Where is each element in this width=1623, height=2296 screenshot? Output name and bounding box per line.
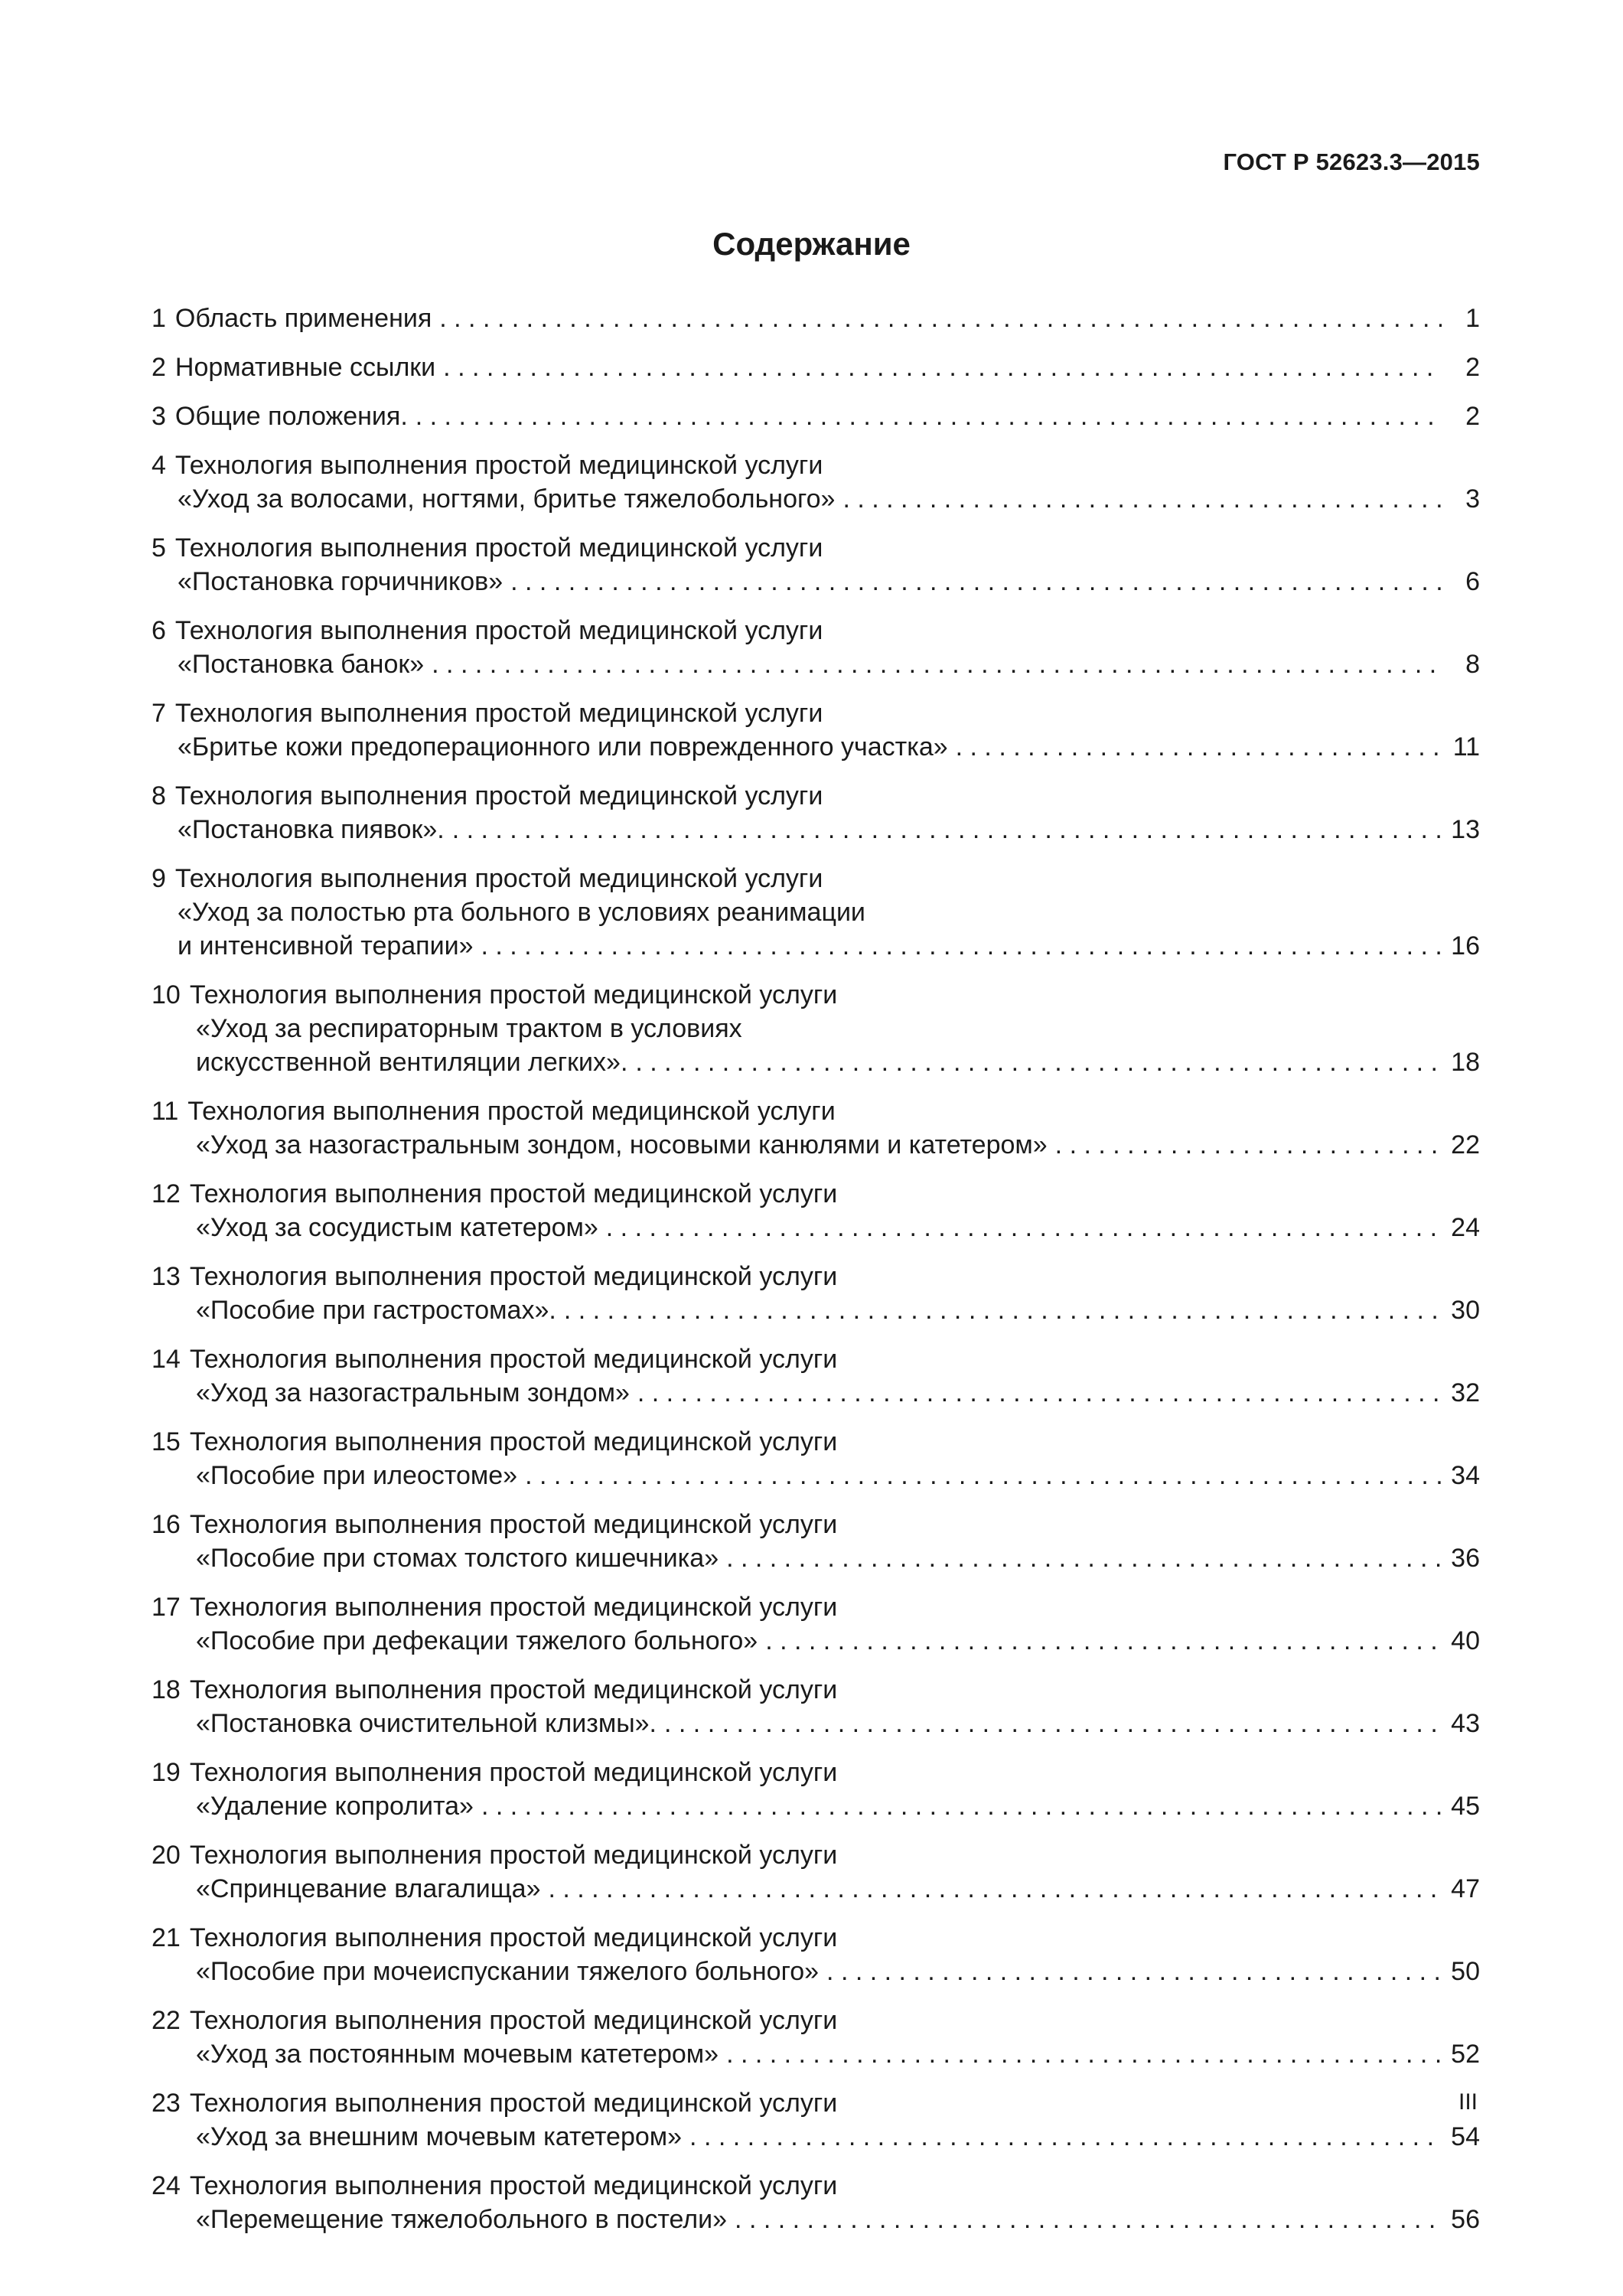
dot-leader	[525, 1459, 1442, 1492]
toc-entry-page: 50	[1451, 1957, 1480, 1986]
toc-entry-text: Общие положения.	[174, 402, 408, 431]
toc-line	[152, 1707, 1480, 1740]
toc-entry-text: Область применения	[174, 304, 432, 333]
toc-entry[interactable]	[152, 2086, 1480, 2154]
toc-line	[152, 895, 1480, 929]
toc-entry-text: Технология выполнения простой медицинской услуги	[174, 699, 823, 728]
toc-entry-text: «Пособие при дефекации тяжелого больного»	[196, 1626, 758, 1655]
toc-entry-number: 12	[152, 1179, 181, 1208]
toc-entry-page: 34	[1451, 1461, 1480, 1490]
toc-entry-text: Технология выполнения простой медицинской услуги	[189, 1427, 838, 1456]
toc-entry-text: Технология выполнения простой медицинской услуги	[189, 1262, 838, 1291]
toc-entry-text: Технология выполнения простой медицинской услуги	[174, 451, 823, 480]
toc-line	[152, 1211, 1480, 1244]
toc-entry-text: и интенсивной терапии»	[178, 931, 474, 960]
toc-line	[152, 1094, 1480, 1128]
toc-entry-text: «Уход за постоянным мочевым катетером»	[196, 2040, 719, 2069]
toc-entry-text: Технология выполнения простой медицинской услуги	[187, 1097, 836, 1126]
toc-entry-text: «Уход за волосами, ногтями, бритье тяжелобольного»	[178, 484, 836, 514]
toc-entry-text: «Уход за назогастральным зондом»	[196, 1378, 630, 1407]
toc-entry-page: 11	[1452, 732, 1480, 762]
toc-entry[interactable]	[152, 1756, 1480, 1823]
toc-entry-text: «Уход за внешним мочевым катетером»	[196, 2122, 683, 2151]
toc-entry[interactable]	[152, 1921, 1480, 1988]
dot-leader	[432, 647, 1442, 681]
toc-entry[interactable]	[152, 351, 1480, 384]
toc-entry-number: 20	[152, 1841, 181, 1870]
toc-entry-text: искусственной вентиляции легких».	[196, 1048, 628, 1077]
toc-entry-page: 43	[1451, 1709, 1480, 1738]
toc-entry[interactable]	[152, 1342, 1480, 1410]
toc-line	[152, 1293, 1480, 1327]
toc-line	[152, 1789, 1480, 1823]
toc-entry-page: 22	[1451, 1130, 1480, 1159]
toc-entry[interactable]	[152, 1177, 1480, 1244]
dot-leader	[439, 302, 1442, 335]
toc-entry[interactable]	[152, 448, 1480, 516]
toc-entry-page: 18	[1451, 1048, 1480, 1077]
toc-line	[152, 565, 1480, 598]
toc-line	[152, 2120, 1480, 2154]
toc-line	[152, 302, 1480, 335]
toc-line	[152, 2004, 1480, 2037]
toc-line	[152, 2037, 1480, 2071]
toc-title: Содержание	[712, 226, 911, 262]
toc-entry-number: 2	[152, 353, 166, 382]
toc-entry-text: «Пособие при мочеиспускании тяжелого больного»	[196, 1957, 820, 1986]
toc-entry-text: «Уход за полостью рта больного в условиях реанимации	[178, 898, 865, 927]
toc-line	[152, 351, 1480, 384]
toc-entry-page: 47	[1451, 1874, 1480, 1903]
toc-entry[interactable]	[152, 862, 1480, 963]
dot-leader	[726, 1541, 1442, 1575]
toc-entry[interactable]	[152, 2004, 1480, 2071]
toc-line	[152, 1756, 1480, 1789]
dot-leader	[635, 1045, 1442, 1079]
toc-entry[interactable]	[152, 1094, 1480, 1162]
toc-entry-number: 24	[152, 2171, 181, 2200]
toc-entry-text: «Спринцевание влагалища»	[196, 1874, 541, 1903]
toc-entry[interactable]	[152, 978, 1480, 1079]
toc-line	[152, 1673, 1480, 1707]
toc-entry-number: 7	[152, 699, 166, 728]
toc-entry-page: 6	[1465, 567, 1480, 596]
toc-entry-number: 9	[152, 864, 166, 893]
toc-entry-text: «Пособие при стомах толстого кишечника»	[196, 1544, 719, 1573]
dot-leader	[443, 351, 1442, 384]
toc-entry-number: 3	[152, 402, 166, 431]
toc-entry-text: Технология выполнения простой медицинской услуги	[174, 616, 823, 645]
toc-entry-number: 8	[152, 781, 166, 810]
dot-leader	[765, 1624, 1442, 1658]
toc-line	[152, 1128, 1480, 1162]
toc-entry-page: 32	[1451, 1378, 1480, 1407]
toc-entry-text: Технология выполнения простой медицинской услуги	[189, 1841, 838, 1870]
toc-line	[152, 1045, 1480, 1079]
toc-entry-text: Технология выполнения простой медицинской услуги	[189, 1345, 838, 1374]
dot-leader	[956, 730, 1442, 764]
toc-entry-number: 10	[152, 980, 181, 1009]
toc-entry-number: 1	[152, 304, 166, 333]
toc-entry-text: «Удаление копролита»	[196, 1792, 474, 1821]
toc-entry-page: 13	[1451, 815, 1480, 844]
page-number: III	[1458, 2089, 1478, 2115]
toc-entry[interactable]	[152, 1425, 1480, 1492]
toc-entry-number: 5	[152, 533, 166, 563]
toc-entry[interactable]	[152, 614, 1480, 681]
toc-entry-number: 17	[152, 1593, 181, 1622]
document-code: ГОСТ Р 52623.3—2015	[1223, 148, 1480, 175]
toc-entry[interactable]	[152, 2169, 1480, 2236]
toc-entry-text: Нормативные ссылки	[174, 353, 436, 382]
toc-entry-page: 24	[1451, 1213, 1480, 1242]
toc-entry-text: Технология выполнения простой медицинской услуги	[189, 1758, 838, 1787]
toc-entry[interactable]	[152, 531, 1480, 598]
toc-line	[152, 1541, 1480, 1575]
toc-line	[152, 482, 1480, 516]
toc-entry[interactable]	[152, 1260, 1480, 1327]
toc-entry-text: «Уход за назогастральным зондом, носовыми канюлями и катетером»	[196, 1130, 1048, 1159]
toc-line	[152, 1177, 1480, 1211]
toc-entry[interactable]	[152, 1838, 1480, 1906]
toc-line	[152, 1425, 1480, 1459]
dot-leader	[1055, 1128, 1442, 1162]
toc-entry-text: Технология выполнения простой медицинской услуги	[189, 1510, 838, 1539]
toc-entry[interactable]	[152, 779, 1480, 846]
toc-line	[152, 696, 1480, 730]
dot-leader	[826, 1955, 1442, 1988]
toc-entry-text: Технология выполнения простой медицинской услуги	[189, 2171, 838, 2200]
toc-entry-page: 30	[1451, 1296, 1480, 1325]
toc-entry-text: Технология выполнения простой медицинской услуги	[174, 533, 823, 563]
toc-entry-text: Технология выполнения простой медицинской услуги	[189, 980, 838, 1009]
dot-leader	[452, 813, 1442, 846]
toc-entry-text: Технология выполнения простой медицинской услуги	[189, 2089, 838, 2118]
toc-line	[152, 400, 1480, 433]
toc-entry-text: «Постановка пиявок».	[178, 815, 445, 844]
toc-entry-text: Технология выполнения простой медицинской услуги	[174, 864, 823, 893]
toc-line	[152, 1872, 1480, 1906]
toc-entry-page: 54	[1451, 2122, 1480, 2151]
toc-entry-number: 15	[152, 1427, 181, 1456]
toc-line	[152, 1838, 1480, 1872]
toc-line	[152, 1260, 1480, 1293]
toc-line	[152, 813, 1480, 846]
toc-entry-text: Технология выполнения простой медицинской услуги	[189, 1593, 838, 1622]
toc-line	[152, 1955, 1480, 1988]
dot-leader	[481, 1789, 1442, 1823]
toc-entry-page: 52	[1451, 2040, 1480, 2069]
toc-line	[152, 531, 1480, 565]
toc-line	[152, 1624, 1480, 1658]
toc-line	[152, 448, 1480, 482]
toc-line	[152, 1012, 1480, 1045]
toc-entry-text: Технология выполнения простой медицинской услуги	[174, 781, 823, 810]
toc-entry-text: «Постановка очистительной клизмы».	[196, 1709, 657, 1738]
toc-entry-number: 13	[152, 1262, 181, 1291]
toc-entry-text: «Пособие при гастростомах».	[196, 1296, 556, 1325]
toc-entry[interactable]	[152, 1508, 1480, 1575]
dot-leader	[726, 2037, 1442, 2071]
toc-entry-text: Технология выполнения простой медицинской услуги	[189, 1179, 838, 1208]
toc-line	[152, 2086, 1480, 2120]
toc-entry[interactable]	[152, 1590, 1480, 1658]
toc-entry-page: 3	[1465, 484, 1480, 514]
dot-leader	[481, 929, 1442, 963]
toc-entry-page: 2	[1465, 353, 1480, 382]
toc-entry[interactable]	[152, 302, 1480, 335]
toc-entry-text: Технология выполнения простой медицинской услуги	[189, 2006, 838, 2035]
toc-entry-page: 40	[1451, 1626, 1480, 1655]
toc-entry-number: 19	[152, 1758, 181, 1787]
toc-line	[152, 978, 1480, 1012]
toc-line	[152, 1590, 1480, 1624]
toc-line	[152, 614, 1480, 647]
toc-entry-page: 2	[1465, 402, 1480, 431]
toc-entry-text: «Пособие при илеостоме»	[196, 1461, 518, 1490]
dot-leader	[416, 400, 1442, 433]
toc-line	[152, 1342, 1480, 1376]
dot-leader	[689, 2120, 1442, 2154]
toc-line	[152, 1459, 1480, 1492]
toc-entry-text: «Постановка банок»	[178, 650, 425, 679]
dot-leader	[735, 2203, 1442, 2236]
toc-entry-number: 21	[152, 1923, 181, 1952]
toc-entry-text: «Уход за сосудистым катетером»	[196, 1213, 598, 1242]
toc-line	[152, 730, 1480, 764]
toc-entry-text: «Уход за респираторным трактом в условиях	[196, 1014, 742, 1043]
dot-leader	[548, 1872, 1442, 1906]
dot-leader	[564, 1293, 1442, 1327]
toc-entry-number: 18	[152, 1675, 181, 1704]
toc-entry-page: 45	[1451, 1792, 1480, 1821]
toc-entry[interactable]	[152, 696, 1480, 764]
toc-entry-number: 23	[152, 2089, 181, 2118]
toc-entry-text: Технология выполнения простой медицинской услуги	[189, 1923, 838, 1952]
toc-entry-text: «Бритье кожи предоперационного или поврежденного участка»	[178, 732, 948, 762]
toc-line	[152, 2169, 1480, 2203]
dot-leader	[510, 565, 1442, 598]
toc-line	[152, 2203, 1480, 2236]
toc-entry-number: 22	[152, 2006, 181, 2035]
toc-entry-page: 36	[1451, 1544, 1480, 1573]
toc-line	[152, 929, 1480, 963]
toc-entry-number: 6	[152, 616, 166, 645]
toc-line	[152, 862, 1480, 895]
toc-line	[152, 1508, 1480, 1541]
toc-entry-number: 4	[152, 451, 166, 480]
toc-line	[152, 1921, 1480, 1955]
dot-leader	[606, 1211, 1442, 1244]
dot-leader	[637, 1376, 1442, 1410]
toc-entry-text: «Постановка горчичников»	[178, 567, 504, 596]
dot-leader	[664, 1707, 1442, 1740]
toc-entry-page: 8	[1465, 650, 1480, 679]
toc-entry-text: Технология выполнения простой медицинской услуги	[189, 1675, 838, 1704]
toc-entry-number: 14	[152, 1345, 181, 1374]
toc-entry-number: 16	[152, 1510, 181, 1539]
toc-line	[152, 1376, 1480, 1410]
toc-entry[interactable]	[152, 400, 1480, 433]
toc-entry-page: 16	[1451, 931, 1480, 960]
toc-entry[interactable]	[152, 1673, 1480, 1740]
toc-line	[152, 647, 1480, 681]
toc-entry-page: 56	[1451, 2205, 1480, 2234]
toc-entry-page: 1	[1465, 304, 1480, 333]
toc-entry-text: «Перемещение тяжелобольного в постели»	[196, 2205, 728, 2234]
toc-entry-number: 11	[152, 1097, 179, 1126]
toc-line	[152, 779, 1480, 813]
dot-leader	[842, 482, 1442, 516]
table-of-contents	[152, 302, 1480, 2252]
